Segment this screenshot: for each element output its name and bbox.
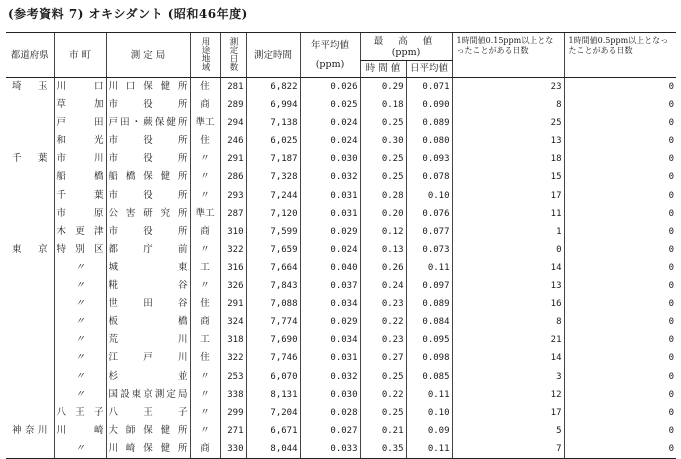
cell-hours: 6,671 xyxy=(246,422,300,440)
cell-prefecture xyxy=(6,223,54,241)
cell-max-daily: 0.10 xyxy=(406,404,452,422)
cell-days-05: 0 xyxy=(564,440,676,459)
cell-days: 291 xyxy=(220,295,246,313)
cell-annual-mean: 0.030 xyxy=(300,386,360,404)
cell-days: 291 xyxy=(220,150,246,168)
cell-days-015: 17 xyxy=(452,404,564,422)
table-row xyxy=(6,349,676,367)
table-row xyxy=(6,132,676,150)
cell-days-05: 0 xyxy=(564,150,676,168)
cell-hours: 7,659 xyxy=(246,241,300,259)
cell-days: 281 xyxy=(220,78,246,97)
cell-land-use: 住 xyxy=(190,78,220,97)
cell-days-015: 25 xyxy=(452,114,564,132)
cell-max-hourly: 0.25 xyxy=(360,168,406,186)
cell-station: 江 戸 川 xyxy=(106,349,190,367)
header-days-cell xyxy=(220,33,246,78)
cell-max-hourly: 0.29 xyxy=(360,78,406,97)
cell-max-daily: 0.078 xyxy=(406,168,452,186)
cell-land-use: 〃 xyxy=(190,386,220,404)
cell-hours: 8,131 xyxy=(246,386,300,404)
cell-annual-mean: 0.040 xyxy=(300,259,360,277)
cell-days: 289 xyxy=(220,96,246,114)
cell-days-015: 8 xyxy=(452,96,564,114)
cell-days-05: 0 xyxy=(564,277,676,295)
cell-days-05: 0 xyxy=(564,168,676,186)
header-days-015: 1時間値0.15ppm以上となったことがある日数 xyxy=(456,36,554,55)
cell-prefecture xyxy=(6,295,54,313)
cell-land-use: 準工 xyxy=(190,205,220,223)
cell-city: 川 口 xyxy=(54,78,106,97)
cell-days: 293 xyxy=(220,187,246,205)
cell-hours: 7,774 xyxy=(246,313,300,331)
header-prefecture: 都道府県 xyxy=(6,33,54,78)
cell-days-015: 12 xyxy=(452,386,564,404)
cell-days-015: 15 xyxy=(452,168,564,186)
cell-days-05: 0 xyxy=(564,96,676,114)
cell-station: 荒 川 xyxy=(106,331,190,349)
cell-max-hourly: 0.25 xyxy=(360,368,406,386)
table-row xyxy=(6,223,676,241)
cell-max-hourly: 0.22 xyxy=(360,313,406,331)
header-land-use-cell xyxy=(190,33,220,78)
cell-station: 国設東京測定局 xyxy=(106,386,190,404)
cell-days-05: 0 xyxy=(564,114,676,132)
cell-city: 〃 xyxy=(54,386,106,404)
cell-hours: 8,044 xyxy=(246,440,300,459)
cell-days-015: 8 xyxy=(452,313,564,331)
cell-city: 〃 xyxy=(54,259,106,277)
cell-max-hourly: 0.21 xyxy=(360,422,406,440)
table-row xyxy=(6,331,676,349)
table-row xyxy=(6,114,676,132)
cell-hours: 7,138 xyxy=(246,114,300,132)
cell-annual-mean: 0.026 xyxy=(300,78,360,97)
cell-max-hourly: 0.20 xyxy=(360,205,406,223)
cell-station: 川口保健所 xyxy=(106,78,190,97)
cell-city: 八 王 子 xyxy=(54,404,106,422)
cell-station: 戸田・蕨保健所 xyxy=(106,114,190,132)
cell-max-hourly: 0.23 xyxy=(360,331,406,349)
cell-prefecture: 神奈川 xyxy=(12,424,48,436)
cell-hours: 7,244 xyxy=(246,187,300,205)
cell-land-use: 工 xyxy=(190,331,220,349)
cell-land-use: 〃 xyxy=(190,187,220,205)
cell-prefecture: 埼 玉 xyxy=(12,81,48,92)
cell-hours: 7,088 xyxy=(246,295,300,313)
cell-prefecture: 千 葉 xyxy=(12,153,48,165)
oxidant-table xyxy=(6,32,676,459)
cell-annual-mean: 0.024 xyxy=(300,114,360,132)
cell-days-05: 0 xyxy=(564,349,676,367)
cell-days-05: 0 xyxy=(564,368,676,386)
cell-land-use: 〃 xyxy=(190,168,220,186)
document-title: (参考資料 7) オキシダント (昭和46年度) xyxy=(8,7,248,21)
cell-city: 戸 田 xyxy=(54,114,106,132)
cell-city: 特別区 xyxy=(54,241,106,259)
cell-land-use: 〃 xyxy=(190,368,220,386)
cell-prefecture xyxy=(6,277,54,295)
cell-max-daily: 0.085 xyxy=(406,368,452,386)
cell-days-015: 11 xyxy=(452,205,564,223)
cell-max-hourly: 0.24 xyxy=(360,277,406,295)
cell-hours: 7,204 xyxy=(246,404,300,422)
cell-days: 324 xyxy=(220,313,246,331)
cell-city: 〃 xyxy=(54,295,106,313)
cell-annual-mean: 0.034 xyxy=(300,295,360,313)
cell-station: 世 田 谷 xyxy=(106,295,190,313)
cell-max-daily: 0.093 xyxy=(406,150,452,168)
table-row xyxy=(6,386,676,404)
cell-days: 330 xyxy=(220,440,246,459)
cell-city: 〃 xyxy=(54,440,106,459)
cell-land-use: 〃 xyxy=(190,422,220,440)
cell-city: 木更津 xyxy=(54,223,106,241)
cell-annual-mean: 0.037 xyxy=(300,277,360,295)
cell-city: 市 原 xyxy=(54,205,106,223)
cell-land-use: 商 xyxy=(190,440,220,459)
cell-station: 市 役 所 xyxy=(106,150,190,168)
table-row xyxy=(6,422,676,440)
cell-prefecture xyxy=(6,114,54,132)
cell-days-015: 18 xyxy=(452,150,564,168)
cell-city: 〃 xyxy=(54,277,106,295)
cell-max-daily: 0.089 xyxy=(406,114,452,132)
cell-prefecture xyxy=(6,205,54,223)
cell-days-05: 0 xyxy=(564,313,676,331)
cell-station: 市 役 所 xyxy=(106,96,190,114)
cell-land-use: 住 xyxy=(190,349,220,367)
cell-days-015: 1 xyxy=(452,223,564,241)
cell-days: 338 xyxy=(220,386,246,404)
cell-days-05: 0 xyxy=(564,241,676,259)
cell-days: 286 xyxy=(220,168,246,186)
table-row xyxy=(6,368,676,386)
cell-prefecture: 東 京 xyxy=(12,243,48,255)
cell-max-daily: 0.090 xyxy=(406,96,452,114)
cell-land-use: 〃 xyxy=(190,150,220,168)
cell-max-hourly: 0.35 xyxy=(360,440,406,459)
cell-max-hourly: 0.25 xyxy=(360,150,406,168)
cell-prefecture xyxy=(6,313,54,331)
cell-hours: 7,120 xyxy=(246,205,300,223)
cell-max-daily: 0.11 xyxy=(406,259,452,277)
cell-max-hourly: 0.30 xyxy=(360,132,406,150)
header-city: 市 町 xyxy=(54,33,106,78)
cell-max-daily: 0.098 xyxy=(406,349,452,367)
cell-hours: 7,187 xyxy=(246,150,300,168)
cell-days: 310 xyxy=(220,223,246,241)
cell-city: 市 川 xyxy=(54,150,106,168)
table-row xyxy=(6,78,676,97)
cell-max-daily: 0.077 xyxy=(406,223,452,241)
cell-days-05: 0 xyxy=(564,331,676,349)
cell-land-use: 〃 xyxy=(190,241,220,259)
cell-land-use: 商 xyxy=(190,313,220,331)
cell-hours: 6,822 xyxy=(246,78,300,97)
cell-days: 246 xyxy=(220,132,246,150)
cell-city: 和 光 xyxy=(54,132,106,150)
cell-days: 294 xyxy=(220,114,246,132)
cell-annual-mean: 0.029 xyxy=(300,223,360,241)
cell-days: 299 xyxy=(220,404,246,422)
header-station: 測 定 局 xyxy=(106,33,190,78)
cell-hours: 7,690 xyxy=(246,331,300,349)
header-annual-mean: 年平均値 xyxy=(310,40,349,51)
cell-land-use: 商 xyxy=(190,96,220,114)
cell-hours: 7,664 xyxy=(246,259,300,277)
cell-prefecture xyxy=(6,259,54,277)
cell-days-015: 14 xyxy=(452,259,564,277)
header-land-use: 用途地域 xyxy=(200,36,210,71)
cell-hours: 6,025 xyxy=(246,132,300,150)
header-max-cell xyxy=(360,33,452,61)
cell-days: 318 xyxy=(220,331,246,349)
cell-annual-mean: 0.030 xyxy=(300,150,360,168)
cell-max-daily: 0.11 xyxy=(406,386,452,404)
cell-days-015: 16 xyxy=(452,295,564,313)
header-annual-mean-cell xyxy=(300,33,360,78)
cell-max-hourly: 0.12 xyxy=(360,223,406,241)
cell-hours: 7,599 xyxy=(246,223,300,241)
cell-station: 川崎保健所 xyxy=(106,440,190,459)
cell-city: 草 加 xyxy=(54,96,106,114)
cell-prefecture xyxy=(6,96,54,114)
cell-days-015: 3 xyxy=(452,368,564,386)
cell-station: 八 王 子 xyxy=(106,404,190,422)
cell-days: 287 xyxy=(220,205,246,223)
cell-days-05: 0 xyxy=(564,205,676,223)
cell-max-hourly: 0.13 xyxy=(360,241,406,259)
header-max-unit: (ppm) xyxy=(391,47,421,58)
cell-days-015: 5 xyxy=(452,422,564,440)
cell-land-use: 準工 xyxy=(190,114,220,132)
cell-days-015: 21 xyxy=(452,331,564,349)
cell-prefecture xyxy=(6,349,54,367)
cell-station: 城 東 xyxy=(106,259,190,277)
cell-days-05: 0 xyxy=(564,422,676,440)
cell-station: 都 庁 前 xyxy=(106,241,190,259)
cell-days-05: 0 xyxy=(564,187,676,205)
cell-max-hourly: 0.26 xyxy=(360,259,406,277)
cell-city: 船 橋 xyxy=(54,168,106,186)
cell-max-daily: 0.076 xyxy=(406,205,452,223)
table-body xyxy=(6,78,676,459)
cell-land-use: 住 xyxy=(190,295,220,313)
cell-hours: 7,746 xyxy=(246,349,300,367)
cell-days-05: 0 xyxy=(564,259,676,277)
cell-max-hourly: 0.25 xyxy=(360,114,406,132)
cell-max-daily: 0.09 xyxy=(406,422,452,440)
cell-annual-mean: 0.032 xyxy=(300,168,360,186)
table-row xyxy=(6,168,676,186)
cell-prefecture xyxy=(6,368,54,386)
table-row xyxy=(6,440,676,459)
cell-max-daily: 0.11 xyxy=(406,440,452,459)
cell-hours: 7,843 xyxy=(246,277,300,295)
cell-station: 大師保健所 xyxy=(106,422,190,440)
cell-days: 322 xyxy=(220,241,246,259)
table-row xyxy=(6,404,676,422)
cell-days-015: 13 xyxy=(452,132,564,150)
header-days-05-cell xyxy=(564,33,676,78)
table-row xyxy=(6,205,676,223)
cell-prefecture xyxy=(6,187,54,205)
cell-station: 市 役 所 xyxy=(106,187,190,205)
cell-days-05: 0 xyxy=(564,78,676,97)
cell-station: 船橋保健所 xyxy=(106,168,190,186)
cell-land-use: 住 xyxy=(190,132,220,150)
cell-station: 市 役 所 xyxy=(106,223,190,241)
cell-prefecture xyxy=(6,132,54,150)
cell-city: 川 崎 xyxy=(54,422,106,440)
header-max-hourly: 時 間 値 xyxy=(360,61,406,78)
cell-days: 316 xyxy=(220,259,246,277)
cell-land-use: 商 xyxy=(190,223,220,241)
cell-max-hourly: 0.23 xyxy=(360,295,406,313)
cell-station: 杉 並 xyxy=(106,368,190,386)
cell-days-015: 7 xyxy=(452,440,564,459)
cell-days-015: 0 xyxy=(452,241,564,259)
cell-days: 322 xyxy=(220,349,246,367)
cell-days: 253 xyxy=(220,368,246,386)
cell-city: 〃 xyxy=(54,331,106,349)
cell-max-hourly: 0.27 xyxy=(360,349,406,367)
cell-prefecture xyxy=(6,386,54,404)
cell-city: 千 葉 xyxy=(54,187,106,205)
cell-days: 271 xyxy=(220,422,246,440)
cell-prefecture xyxy=(6,440,54,459)
cell-hours: 6,994 xyxy=(246,96,300,114)
cell-annual-mean: 0.031 xyxy=(300,349,360,367)
cell-prefecture xyxy=(6,331,54,349)
cell-max-daily: 0.10 xyxy=(406,187,452,205)
cell-max-daily: 0.089 xyxy=(406,295,452,313)
cell-days-05: 0 xyxy=(564,132,676,150)
cell-max-daily: 0.080 xyxy=(406,132,452,150)
cell-max-hourly: 0.25 xyxy=(360,404,406,422)
cell-city: 〃 xyxy=(54,349,106,367)
cell-days-05: 0 xyxy=(564,404,676,422)
cell-annual-mean: 0.031 xyxy=(300,205,360,223)
cell-station: 板 橋 xyxy=(106,313,190,331)
header-max: 最 高 値 xyxy=(373,36,439,47)
table-row xyxy=(6,259,676,277)
cell-prefecture xyxy=(6,404,54,422)
cell-land-use: 〃 xyxy=(190,404,220,422)
cell-hours: 7,328 xyxy=(246,168,300,186)
cell-days-015: 14 xyxy=(452,349,564,367)
cell-max-hourly: 0.28 xyxy=(360,187,406,205)
cell-max-daily: 0.097 xyxy=(406,277,452,295)
cell-days-015: 13 xyxy=(452,277,564,295)
cell-days-015: 23 xyxy=(452,78,564,97)
header-days: 測定日数 xyxy=(228,36,238,71)
cell-max-hourly: 0.22 xyxy=(360,386,406,404)
cell-max-daily: 0.073 xyxy=(406,241,452,259)
table-row xyxy=(6,277,676,295)
cell-prefecture xyxy=(6,168,54,186)
cell-annual-mean: 0.024 xyxy=(300,241,360,259)
cell-annual-mean: 0.025 xyxy=(300,96,360,114)
table-row xyxy=(6,187,676,205)
cell-annual-mean: 0.024 xyxy=(300,132,360,150)
cell-annual-mean: 0.032 xyxy=(300,368,360,386)
cell-annual-mean: 0.031 xyxy=(300,187,360,205)
cell-hours: 6,070 xyxy=(246,368,300,386)
header-days-015-cell xyxy=(452,33,564,78)
cell-annual-mean: 0.028 xyxy=(300,404,360,422)
cell-city: 〃 xyxy=(54,368,106,386)
header-days-05: 1時間値0.5ppm以上となったことがある日数 xyxy=(568,36,669,55)
cell-days-015: 17 xyxy=(452,187,564,205)
table-row xyxy=(6,313,676,331)
cell-land-use: 工 xyxy=(190,259,220,277)
header-max-daily: 日平均値 xyxy=(406,61,452,78)
header-hours: 測定時間 xyxy=(246,33,300,78)
cell-days-05: 0 xyxy=(564,223,676,241)
cell-max-daily: 0.071 xyxy=(406,78,452,97)
cell-days-05: 0 xyxy=(564,295,676,313)
cell-max-daily: 0.084 xyxy=(406,313,452,331)
table-row xyxy=(6,96,676,114)
cell-annual-mean: 0.029 xyxy=(300,313,360,331)
cell-station: 糀 谷 xyxy=(106,277,190,295)
table-row xyxy=(6,295,676,313)
header-annual-mean-unit: (ppm) xyxy=(315,59,345,70)
cell-annual-mean: 0.027 xyxy=(300,422,360,440)
table-row xyxy=(6,241,676,259)
cell-city: 〃 xyxy=(54,313,106,331)
table-row xyxy=(6,150,676,168)
cell-max-daily: 0.095 xyxy=(406,331,452,349)
cell-station: 市 役 所 xyxy=(106,132,190,150)
cell-annual-mean: 0.034 xyxy=(300,331,360,349)
cell-max-hourly: 0.18 xyxy=(360,96,406,114)
cell-annual-mean: 0.033 xyxy=(300,440,360,459)
cell-land-use: 〃 xyxy=(190,277,220,295)
cell-days-05: 0 xyxy=(564,386,676,404)
cell-station: 公害研究所 xyxy=(106,205,190,223)
cell-days: 326 xyxy=(220,277,246,295)
